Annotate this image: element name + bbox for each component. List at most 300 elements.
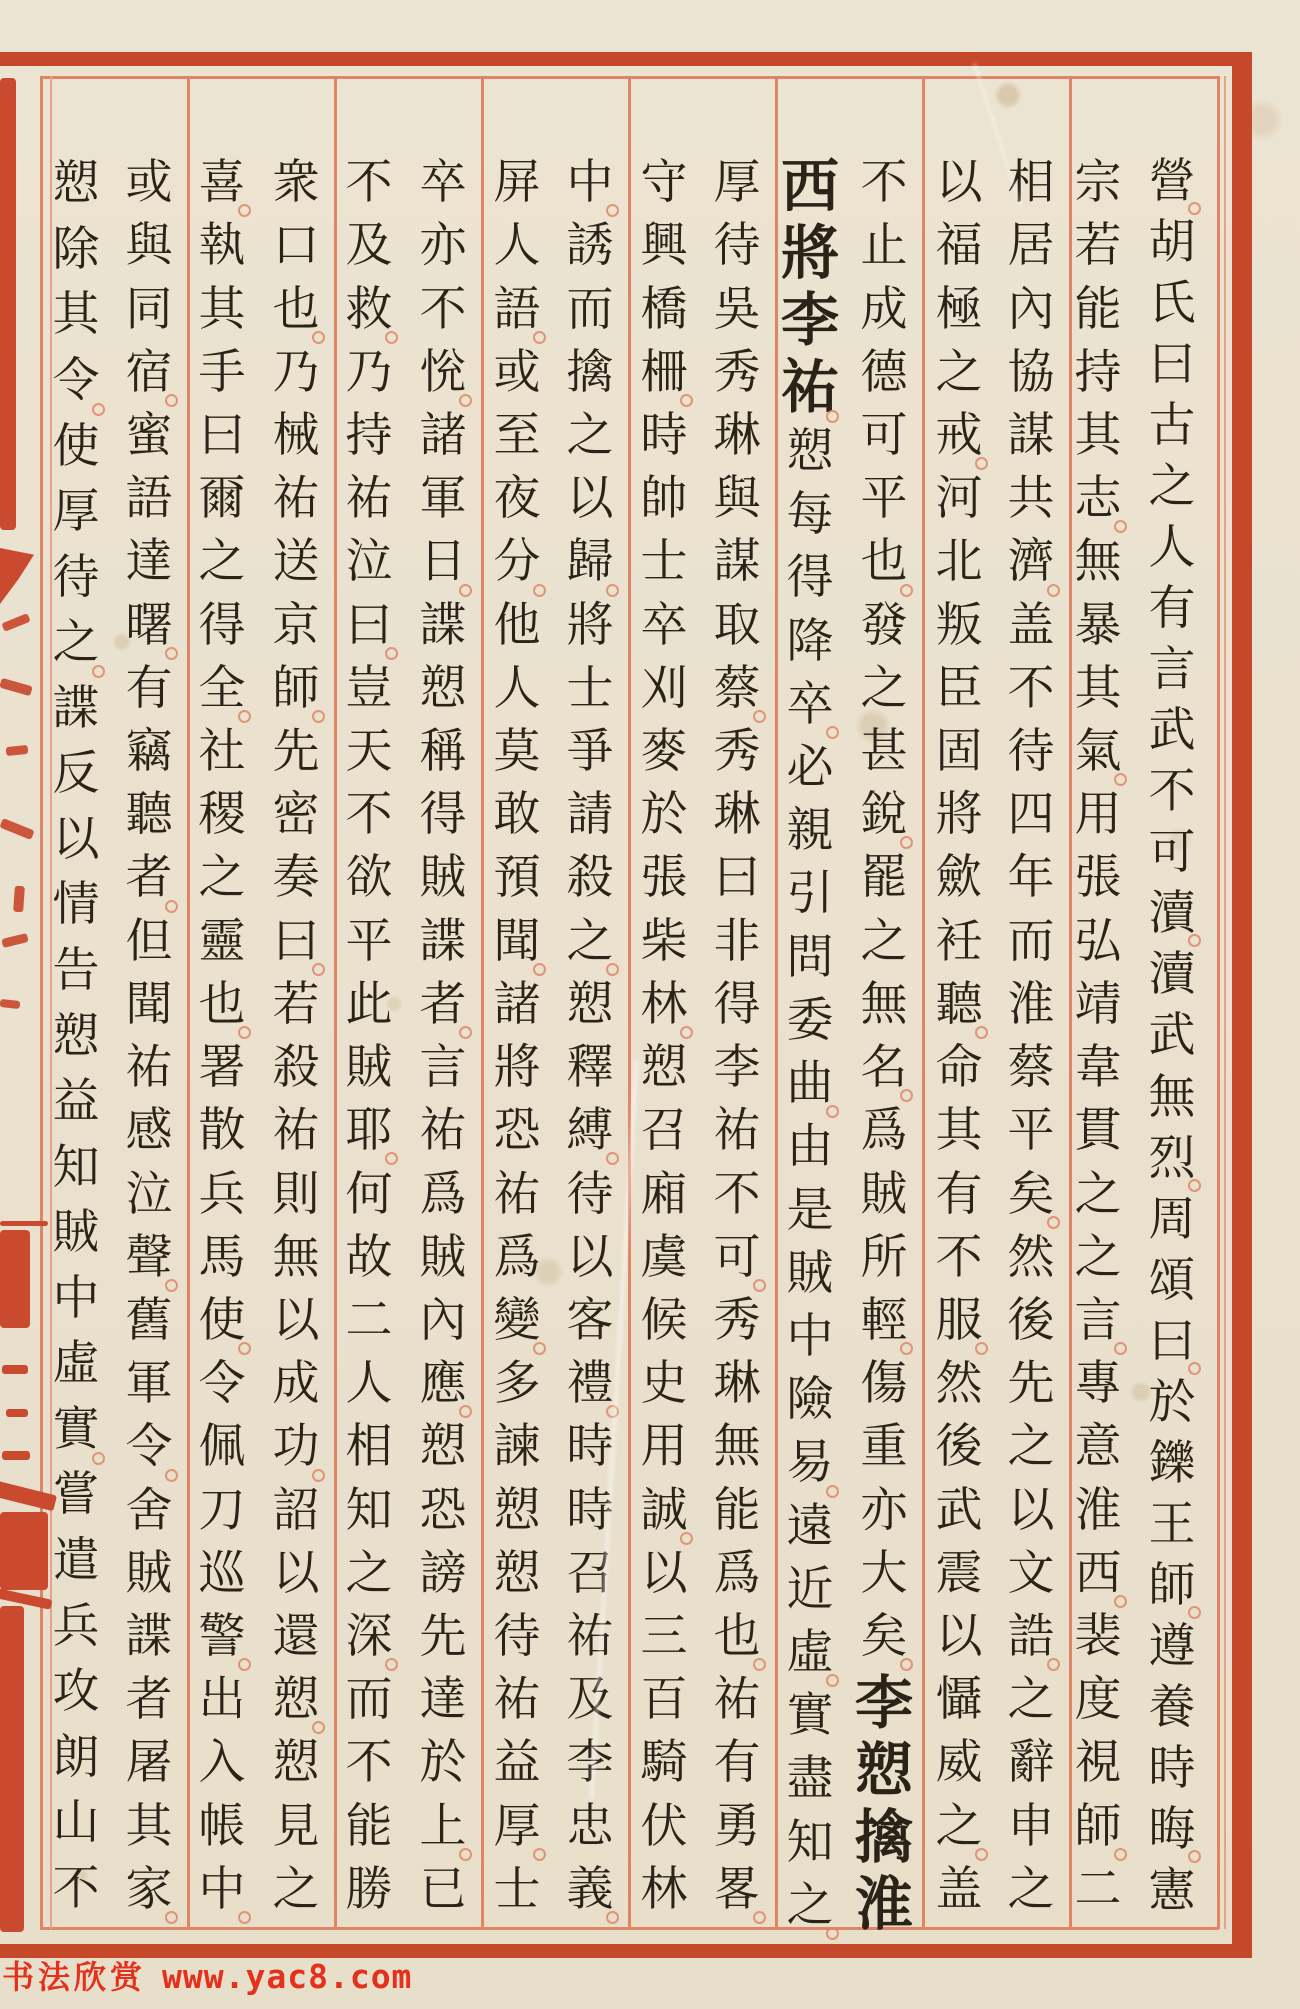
text-character: 將 <box>566 597 614 653</box>
text-character: 能 <box>345 1798 393 1854</box>
text-character: 嘗 <box>52 1467 100 1523</box>
text-character: 衽 <box>935 913 983 969</box>
text-character: 志 <box>1074 471 1122 527</box>
reading-mark-circle <box>606 963 619 976</box>
text-character: 謀 <box>1007 407 1055 463</box>
text-character: 養 <box>1148 1679 1196 1735</box>
text-character: 所 <box>860 1229 908 1285</box>
text-character: 上 <box>419 1798 467 1854</box>
text-character: 祐 <box>493 1672 541 1728</box>
text-character: 達 <box>125 534 173 590</box>
text-character: 曰 <box>713 850 761 906</box>
text-character: 擒 <box>566 344 614 400</box>
text-character: 變 <box>493 1292 541 1348</box>
text-character: 以 <box>566 1229 614 1285</box>
reading-mark-circle <box>1114 1595 1127 1608</box>
text-character: 得 <box>786 550 834 606</box>
text-character: 不 <box>713 1166 761 1222</box>
reading-mark-circle <box>165 394 178 407</box>
watermark <box>2 1952 412 1998</box>
text-character: 及 <box>566 1672 614 1728</box>
reading-mark-circle <box>533 1342 546 1355</box>
text-character: 之 <box>566 913 614 969</box>
text-character: 入 <box>198 1735 246 1791</box>
watermark-site-name: 书法欣赏 <box>2 1958 147 1996</box>
text-character: 稱 <box>419 724 467 780</box>
text-character: 麥 <box>640 724 688 780</box>
text-character: 賊 <box>419 850 467 906</box>
text-character: 卒 <box>640 597 688 653</box>
text-character: 散 <box>198 1103 246 1159</box>
text-character: 之 <box>1074 1229 1122 1285</box>
text-character: 敢 <box>493 787 541 843</box>
title-character: 祐 <box>780 353 839 422</box>
text-character: 殺 <box>272 1040 320 1096</box>
reading-mark-circle <box>1188 202 1201 215</box>
text-character: 者 <box>419 976 467 1032</box>
text-character: 誘 <box>566 218 614 274</box>
text-character: 夜 <box>493 471 541 527</box>
text-character: 感 <box>125 1103 173 1159</box>
text-character: 功 <box>272 1419 320 1475</box>
text-character: 口 <box>272 218 320 274</box>
reading-mark-circle <box>238 1026 251 1039</box>
text-character: 可 <box>1148 825 1196 881</box>
text-character: 貫 <box>1074 1103 1122 1159</box>
text-character: 琳 <box>713 1356 761 1412</box>
text-character: 周 <box>1148 1191 1196 1247</box>
text-character: 刈 <box>640 660 688 716</box>
text-character: 則 <box>272 1166 320 1222</box>
text-character: 伏 <box>640 1798 688 1854</box>
text-character: 愬 <box>493 1482 541 1538</box>
text-character: 大 <box>860 1545 908 1601</box>
text-character: 愬 <box>640 1040 688 1096</box>
text-character: 人 <box>345 1356 393 1412</box>
outer-border-right <box>1232 52 1252 1958</box>
text-character: 厚 <box>713 155 761 211</box>
text-character: 叛 <box>935 597 983 653</box>
text-character: 必 <box>786 740 834 796</box>
text-character: 曰 <box>1148 337 1196 393</box>
text-character: 衆 <box>272 155 320 211</box>
text-character: 諜 <box>125 1609 173 1665</box>
text-character: 愬 <box>419 1419 467 1475</box>
title-character: 擒 <box>854 1803 913 1872</box>
text-character: 待 <box>566 1166 614 1222</box>
text-character: 恐 <box>493 1103 541 1159</box>
text-character: 持 <box>345 407 393 463</box>
text-character: 重 <box>860 1419 908 1475</box>
text-character: 聞 <box>493 913 541 969</box>
text-character: 喜 <box>198 155 246 211</box>
text-character: 德 <box>860 344 908 400</box>
reading-mark-circle <box>1188 1362 1201 1375</box>
text-character: 刀 <box>198 1482 246 1538</box>
text-character: 以 <box>566 471 614 527</box>
text-character: 銳 <box>860 787 908 843</box>
title-character: 李 <box>854 1668 913 1737</box>
text-character: 攻 <box>52 1664 100 1720</box>
seal-fragment-ticks <box>2 1365 32 1475</box>
title-character: 淮 <box>854 1870 913 1939</box>
text-character: 朗 <box>52 1729 100 1785</box>
text-character: 聽 <box>125 787 173 843</box>
reading-mark-circle <box>826 1485 839 1498</box>
text-character: 不 <box>419 281 467 337</box>
seal-stroke <box>0 999 20 1009</box>
reading-mark-circle <box>238 1911 251 1924</box>
text-character: 晦 <box>1148 1801 1196 1857</box>
text-character: 人 <box>493 660 541 716</box>
text-character: 卒 <box>419 155 467 211</box>
text-character: 有 <box>935 1166 983 1222</box>
reading-mark-circle <box>312 1469 325 1482</box>
text-character: 勇 <box>713 1798 761 1854</box>
text-character: 以 <box>272 1545 320 1601</box>
reading-mark-circle <box>533 963 546 976</box>
text-character: 不 <box>1007 660 1055 716</box>
reading-mark-circle <box>680 1026 693 1039</box>
text-character: 祐 <box>566 1609 614 1665</box>
text-character: 成 <box>272 1356 320 1412</box>
text-character: 可 <box>860 407 908 463</box>
text-character: 弘 <box>1074 913 1122 969</box>
text-character: 近 <box>786 1561 834 1617</box>
seal-stroke <box>13 886 25 913</box>
reading-mark-circle <box>165 1279 178 1292</box>
text-character: 出 <box>198 1672 246 1728</box>
text-character: 家 <box>125 1861 173 1917</box>
reading-mark-circle <box>826 1927 839 1940</box>
text-character: 視 <box>1074 1735 1122 1791</box>
text-character: 泣 <box>125 1166 173 1222</box>
text-character: 之 <box>1007 1419 1055 1475</box>
text-character: 無 <box>272 1229 320 1285</box>
text-character: 淮 <box>1074 1482 1122 1538</box>
text-character: 愬 <box>419 660 467 716</box>
reading-mark-circle <box>1114 1342 1127 1355</box>
text-character: 淮 <box>1007 976 1055 1032</box>
text-character: 者 <box>125 1672 173 1728</box>
text-character: 諜 <box>52 680 100 736</box>
text-character: 聲 <box>125 1229 173 1285</box>
reading-mark-circle <box>975 1848 988 1861</box>
text-character: 知 <box>345 1482 393 1538</box>
reading-mark-circle <box>975 457 988 470</box>
text-character: 言 <box>1074 1292 1122 1348</box>
text-character: 師 <box>1148 1557 1196 1613</box>
text-character: 二 <box>1074 1861 1122 1917</box>
text-character: 聞 <box>125 976 173 1032</box>
text-character: 命 <box>935 1040 983 1096</box>
text-character: 除 <box>52 221 100 277</box>
text-character: 實 <box>52 1401 100 1457</box>
text-character: 不 <box>345 787 393 843</box>
text-character: 裴 <box>1074 1609 1122 1665</box>
title-character: 將 <box>780 218 839 287</box>
text-character: 將 <box>935 787 983 843</box>
text-character: 知 <box>786 1814 834 1870</box>
reading-mark-circle <box>533 331 546 344</box>
reading-mark-circle <box>459 394 472 407</box>
text-character: 三 <box>640 1609 688 1665</box>
text-character: 二 <box>345 1292 393 1348</box>
text-character: 威 <box>935 1735 983 1791</box>
reading-mark-circle <box>459 584 472 597</box>
text-character: 歸 <box>566 534 614 590</box>
text-character: 能 <box>713 1482 761 1538</box>
text-character: 爭 <box>566 724 614 780</box>
text-character: 者 <box>125 850 173 906</box>
reading-mark-circle <box>900 584 913 597</box>
text-character: 不 <box>860 155 908 211</box>
text-character: 相 <box>1007 155 1055 211</box>
text-character: 騎 <box>640 1735 688 1791</box>
text-character: 百 <box>640 1672 688 1728</box>
text-character: 平 <box>860 471 908 527</box>
text-character: 不 <box>52 1860 100 1916</box>
text-character: 之 <box>860 660 908 716</box>
text-character: 益 <box>52 1074 100 1130</box>
text-character: 得 <box>713 976 761 1032</box>
reading-mark-circle <box>533 584 546 597</box>
reading-mark-circle <box>900 1342 913 1355</box>
text-character: 之 <box>345 1545 393 1601</box>
text-character: 人 <box>493 218 541 274</box>
text-character: 之 <box>786 1877 834 1933</box>
text-character: 畧 <box>713 1861 761 1917</box>
text-character: 震 <box>935 1545 983 1601</box>
text-character: 輕 <box>860 1292 908 1348</box>
text-character: 與 <box>125 218 173 274</box>
text-character: 無 <box>1148 1069 1196 1125</box>
seal-stroke <box>0 678 33 696</box>
text-character: 問 <box>786 929 834 985</box>
text-character: 日 <box>419 534 467 590</box>
reading-mark-circle <box>1188 1179 1201 1192</box>
text-character: 告 <box>52 942 100 998</box>
text-character: 祐 <box>272 1103 320 1159</box>
text-character: 也 <box>198 976 246 1032</box>
text-character: 以 <box>935 155 983 211</box>
text-character: 後 <box>1007 1292 1055 1348</box>
text-character: 愬 <box>52 1008 100 1064</box>
seal-fragment-strokes <box>0 618 42 1038</box>
text-character: 殺 <box>566 850 614 906</box>
text-character: 矣 <box>1007 1166 1055 1222</box>
reading-mark-circle <box>385 331 398 344</box>
text-character: 軍 <box>125 1356 173 1412</box>
text-character: 多 <box>493 1356 541 1412</box>
text-character: 烈 <box>1148 1130 1196 1186</box>
text-character: 稷 <box>198 787 246 843</box>
text-character: 士 <box>640 534 688 590</box>
text-character: 時 <box>566 1419 614 1475</box>
text-character: 盖 <box>935 1861 983 1917</box>
text-character: 武 <box>1148 1008 1196 1064</box>
text-character: 河 <box>935 471 983 527</box>
text-character: 見 <box>272 1798 320 1854</box>
text-character: 琳 <box>713 787 761 843</box>
text-character: 名 <box>860 1040 908 1096</box>
text-character: 將 <box>493 1040 541 1096</box>
text-character: 古 <box>1148 398 1196 454</box>
text-character: 橋 <box>640 281 688 337</box>
text-character: 山 <box>52 1795 100 1851</box>
text-character: 兵 <box>52 1598 100 1654</box>
text-character: 耶 <box>345 1103 393 1159</box>
seal-stroke <box>2 1365 28 1374</box>
text-character: 屏 <box>493 155 541 211</box>
text-character: 諜 <box>419 913 467 969</box>
text-character: 預 <box>493 850 541 906</box>
text-character: 之 <box>1074 1166 1122 1222</box>
text-character: 林 <box>640 1861 688 1917</box>
text-character: 柴 <box>640 913 688 969</box>
text-character: 瀆 <box>1148 947 1196 1003</box>
text-character: 共 <box>1007 471 1055 527</box>
reading-mark-circle <box>1188 1606 1201 1619</box>
text-character: 之 <box>1148 459 1196 515</box>
text-character: 而 <box>566 281 614 337</box>
text-character: 帥 <box>640 471 688 527</box>
text-character: 令 <box>52 352 100 408</box>
text-character: 厚 <box>52 484 100 540</box>
text-character: 以 <box>272 1292 320 1348</box>
text-character: 愬 <box>566 976 614 1032</box>
inner-border-right-2 <box>1224 76 1226 1929</box>
text-character: 曙 <box>125 597 173 653</box>
reading-mark-circle <box>606 584 619 597</box>
text-character: 爲 <box>860 1103 908 1159</box>
text-character: 以 <box>640 1545 688 1601</box>
text-character: 待 <box>52 549 100 605</box>
text-character: 或 <box>125 155 173 211</box>
text-character: 引 <box>786 866 834 922</box>
text-character: 之 <box>198 850 246 906</box>
text-character: 辭 <box>1007 1735 1055 1791</box>
text-character: 語 <box>493 281 541 337</box>
reading-mark-circle <box>165 647 178 660</box>
text-character: 遵 <box>1148 1618 1196 1674</box>
text-character: 密 <box>272 787 320 843</box>
text-character: 卒 <box>786 676 834 732</box>
text-character: 但 <box>125 913 173 969</box>
text-character: 言 <box>419 1040 467 1096</box>
text-character: 縛 <box>566 1103 614 1159</box>
text-character: 之 <box>1007 1672 1055 1728</box>
text-character: 時 <box>640 407 688 463</box>
text-character: 曰 <box>272 913 320 969</box>
text-character: 人 <box>1148 520 1196 576</box>
text-character: 平 <box>1007 1103 1055 1159</box>
text-character: 祐 <box>345 471 393 527</box>
reading-mark-circle <box>826 726 839 739</box>
text-character: 鑠 <box>1148 1435 1196 1491</box>
reading-mark-circle <box>975 1342 988 1355</box>
text-character: 以 <box>1007 1482 1055 1538</box>
text-character: 內 <box>1007 281 1055 337</box>
text-character: 傷 <box>860 1356 908 1412</box>
text-character: 反 <box>52 746 100 802</box>
text-character: 令 <box>125 1419 173 1475</box>
text-character: 戒 <box>935 407 983 463</box>
reading-mark-circle <box>753 1911 766 1924</box>
text-character: 親 <box>786 803 834 859</box>
text-character: 服 <box>935 1292 983 1348</box>
text-character: 之 <box>935 344 983 400</box>
text-character: 止 <box>860 218 908 274</box>
text-character: 先 <box>1007 1356 1055 1412</box>
text-character: 其 <box>1074 660 1122 716</box>
text-character: 委 <box>786 992 834 1048</box>
text-character: 與 <box>713 471 761 527</box>
text-character: 禮 <box>566 1356 614 1412</box>
text-character: 度 <box>1074 1672 1122 1728</box>
text-character: 令 <box>198 1356 246 1412</box>
text-character: 持 <box>1074 344 1122 400</box>
text-character: 愬 <box>272 1735 320 1791</box>
text-character: 欲 <box>345 850 393 906</box>
text-character: 無 <box>1074 534 1122 590</box>
text-character: 送 <box>272 534 320 590</box>
text-character: 不 <box>935 1229 983 1285</box>
reading-mark-circle <box>606 1911 619 1924</box>
text-character: 用 <box>640 1419 688 1475</box>
text-character: 舍 <box>125 1482 173 1538</box>
text-character: 柵 <box>640 344 688 400</box>
text-character: 情 <box>52 877 100 933</box>
text-character: 不 <box>345 1735 393 1791</box>
text-character: 暴 <box>1074 597 1122 653</box>
text-character: 詔 <box>272 1482 320 1538</box>
text-character: 聽 <box>935 976 983 1032</box>
text-character: 義 <box>566 1861 614 1917</box>
text-character: 召 <box>640 1103 688 1159</box>
text-character: 於 <box>419 1735 467 1791</box>
text-character: 是 <box>786 1182 834 1238</box>
seal-stroke <box>1 933 28 948</box>
text-character: 不 <box>1148 764 1196 820</box>
title-character: 西 <box>780 151 839 220</box>
text-character: 分 <box>493 534 541 590</box>
reading-mark-circle <box>533 1848 546 1861</box>
text-character: 愬 <box>272 1672 320 1728</box>
text-character: 師 <box>1074 1798 1122 1854</box>
text-character: 釋 <box>566 1040 614 1096</box>
text-character: 賊 <box>125 1545 173 1601</box>
text-character: 乃 <box>272 344 320 400</box>
text-character: 謀 <box>713 534 761 590</box>
text-character: 險 <box>786 1372 834 1428</box>
text-character: 相 <box>345 1419 393 1475</box>
text-character: 祐 <box>419 1103 467 1159</box>
text-character: 王 <box>1148 1496 1196 1552</box>
text-character: 興 <box>640 218 688 274</box>
text-character: 罷 <box>860 850 908 906</box>
text-character: 西 <box>1074 1545 1122 1601</box>
text-character: 無 <box>713 1419 761 1475</box>
seal-fragment-blob <box>0 1230 30 1328</box>
text-character: 居 <box>1007 218 1055 274</box>
text-character: 益 <box>493 1735 541 1791</box>
text-character: 執 <box>198 218 246 274</box>
text-character: 宿 <box>125 344 173 400</box>
text-character: 若 <box>272 976 320 1032</box>
text-character: 懾 <box>935 1672 983 1728</box>
text-character: 諫 <box>493 1419 541 1475</box>
